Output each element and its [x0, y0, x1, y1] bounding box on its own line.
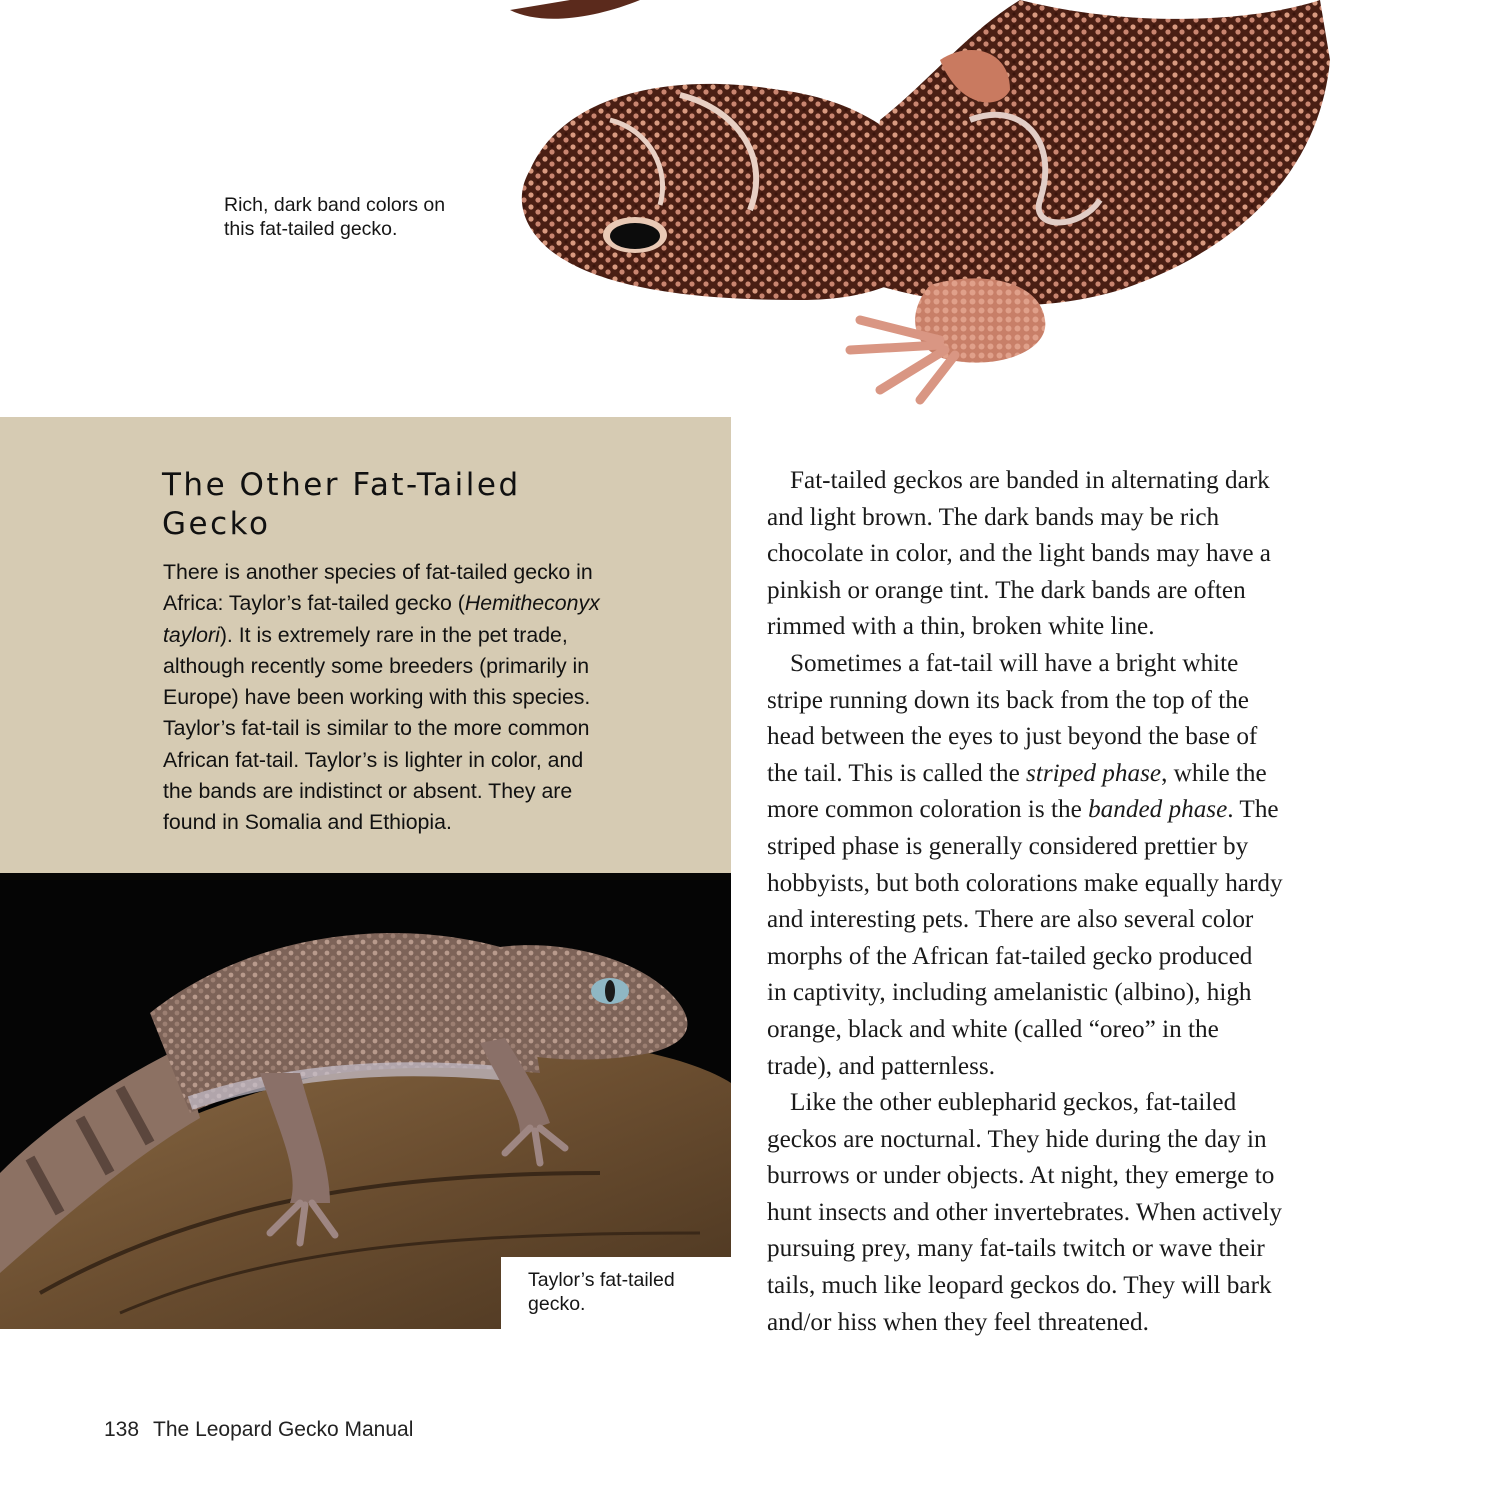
body-line — [767, 683, 1367, 720]
sidebar-line — [163, 557, 708, 588]
body-line — [767, 866, 1367, 903]
lower-caption-line: gecko. — [528, 1293, 586, 1315]
body-line — [767, 939, 1367, 976]
body-line — [767, 902, 1367, 939]
text-run: pinkish or orange tint. The dark bands are often — [767, 576, 1246, 604]
body-line — [767, 500, 1367, 537]
text-run: the bands are indistinct or absent. They are — [163, 779, 573, 804]
body-line — [767, 573, 1367, 610]
sidebar-line — [163, 745, 708, 776]
page-number: 138 — [104, 1418, 140, 1441]
text-run: . The — [1227, 796, 1279, 824]
text-run: pursuing prey, many fat-tails twitch or wave their — [767, 1235, 1265, 1263]
italic-term: striped phase — [1026, 759, 1162, 787]
text-run: burrows or under objects. At night, they emerge to — [767, 1162, 1275, 1190]
lower-caption-line: Taylor’s fat-tailed — [528, 1269, 675, 1291]
text-run: the tail. This is called the — [767, 759, 1027, 787]
text-run: and light brown. The dark bands may be rich — [767, 503, 1220, 531]
body-line — [767, 646, 1367, 683]
text-run: in captivity, including amelanistic (albino), high — [767, 979, 1252, 1007]
page-footer — [104, 1416, 413, 1444]
text-run: found in Somalia and Ethiopia. — [163, 810, 452, 835]
body-line — [767, 1305, 1367, 1342]
text-run: ). It is extremely rare in the pet trade, — [219, 622, 568, 647]
body-line — [767, 975, 1367, 1012]
body-line — [767, 536, 1367, 573]
sidebar-line — [163, 682, 708, 713]
text-run: hunt insects and other invertebrates. When actively — [767, 1198, 1283, 1226]
text-run: tails, much like leopard geckos do. They will bark — [767, 1272, 1272, 1300]
text-run: rimmed with a thin, broken white line. — [767, 613, 1155, 641]
sidebar-line — [163, 807, 708, 838]
sidebar-line — [163, 651, 708, 682]
italic-term: taylori — [163, 622, 220, 647]
text-run: trade), and patternless. — [767, 1052, 995, 1080]
body-line — [767, 792, 1367, 829]
body-line — [767, 1049, 1367, 1086]
text-run: Europe) have been working with this species. — [163, 685, 591, 710]
body-line — [767, 756, 1367, 793]
body-line — [767, 1268, 1367, 1305]
body-line — [767, 463, 1367, 500]
sidebar-paragraph — [163, 557, 708, 839]
text-run: Africa: Taylor’s fat-tailed gecko ( — [163, 591, 465, 616]
sidebar-line — [163, 776, 708, 807]
sidebar-title-line: The Other Fat-Tailed — [162, 467, 521, 503]
body-line — [767, 1195, 1367, 1232]
text-run: hobbyists, but both colorations make equally hardy — [767, 869, 1283, 897]
book-title: The Leopard Gecko Manual — [153, 1418, 414, 1441]
text-run: and interesting pets. There are also several color — [767, 906, 1254, 934]
text-run: although recently some breeders (primarily in — [163, 653, 590, 678]
top-caption-line: Rich, dark band colors on — [224, 194, 446, 216]
text-run: Sometimes a fat-tail will have a bright white — [790, 649, 1239, 677]
text-run: striped phase is generally considered prettier by — [767, 832, 1249, 860]
sidebar-title — [162, 466, 682, 544]
text-run: geckos are nocturnal. They hide during the day in — [767, 1125, 1267, 1153]
body-line — [767, 1085, 1367, 1122]
body-line — [767, 609, 1367, 646]
top-caption-line: this fat-tailed gecko. — [224, 218, 398, 240]
text-run: and/or hiss when they feel threatened. — [767, 1308, 1149, 1336]
body-text — [767, 463, 1367, 1341]
banded-gecko-photo — [500, 0, 1360, 410]
sidebar-line — [163, 588, 708, 619]
italic-term: banded phase — [1088, 796, 1228, 824]
sidebar-line — [163, 713, 708, 744]
body-line — [767, 1012, 1367, 1049]
text-run: morphs of the African fat-tailed gecko produced — [767, 942, 1253, 970]
body-line — [767, 719, 1367, 756]
text-run: Taylor’s fat-tail is similar to the more common — [163, 716, 590, 741]
lower-photo-caption — [528, 1268, 723, 1316]
text-run: chocolate in color, and the light bands may have a — [767, 540, 1271, 568]
sidebar-line — [163, 620, 708, 651]
text-run: orange, black and white (called “oreo” in the — [767, 1015, 1219, 1043]
body-line — [767, 829, 1367, 866]
italic-term: Hemitheconyx — [464, 591, 600, 616]
top-photo-caption — [224, 193, 514, 241]
text-run: Like the other eublepharid geckos, fat-tailed — [790, 1089, 1237, 1117]
text-run: head between the eyes to just beyond the base of — [767, 723, 1258, 751]
sidebar-title-line: Gecko — [162, 506, 271, 542]
body-line — [767, 1158, 1367, 1195]
text-run: African fat-tail. Taylor’s is lighter in color, and — [163, 747, 584, 772]
body-line — [767, 1231, 1367, 1268]
text-run: Fat-tailed geckos are banded in alternating dark — [790, 467, 1270, 494]
text-run: more common coloration is the — [767, 796, 1089, 824]
text-run: There is another species of fat-tailed gecko in — [163, 560, 593, 584]
text-run: , while the — [1161, 759, 1267, 787]
body-line — [767, 1122, 1367, 1159]
text-run: stripe running down its back from the top of the — [767, 686, 1249, 714]
